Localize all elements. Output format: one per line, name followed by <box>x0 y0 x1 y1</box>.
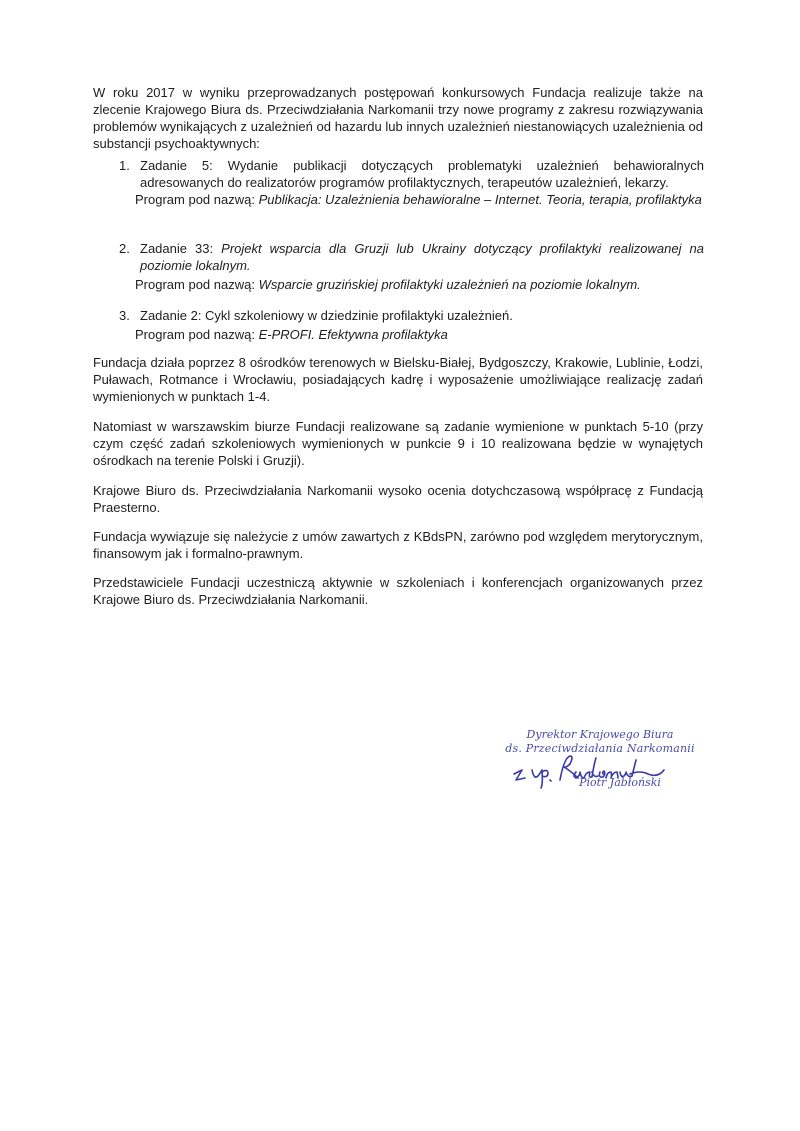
task-text: Cykl szkoleniowy w dziedzinie profilaktyki uzależnień. <box>205 308 513 323</box>
list-item-1 <box>119 157 704 208</box>
ocena-paragraph: Krajowe Biuro ds. Przeciwdziałania Narkomanii wysoko ocenia dotychczasową współpracę z Fundacją Praesterno. <box>93 483 703 515</box>
task-prefix: Zadanie 33: <box>140 241 222 256</box>
list-item-2 <box>119 240 704 293</box>
list-number: 3. <box>119 308 130 323</box>
stamp-title: Dyrektor Krajowego Biura <box>526 728 674 741</box>
program-name: Publikacja: Uzależnienia behawioralne – Internet. Teoria, terapia, profilaktyka <box>258 192 702 207</box>
szkolenia-paragraph: Przedstawiciele Fundacji uczestniczą aktywnie w szkoleniach i konferencjach organizowanych przez Krajowe Biuro ds. Przeciwdziałania Narkomanii. <box>93 575 703 607</box>
task-text: Projekt wsparcia dla Gruzji lub Ukrainy dotyczący profilaktyki realizowanej na poziomie lokalnym. <box>140 241 704 273</box>
task-prefix: Zadanie 5: <box>140 158 228 173</box>
handwritten-signature <box>508 750 668 790</box>
task-description <box>140 157 704 191</box>
umowy-paragraph: Fundacja wywiązuje się należycie z umów zawartych z KBdsPN, zarówno pod względem merytorycznym, finansowym jak i formalno-prawnym. <box>93 529 703 561</box>
program-name: Wsparcie gruzińskiej profilaktyki uzależnień na poziomie lokalnym. <box>258 277 641 292</box>
warszawa-paragraph: Natomiast w warszawskim biurze Fundacji realizowane są zadanie wymienione w punktach 5-10 (przy czym część zadań szkoleniowych wymienionych w punkcie 9 i 10 realizowana będzie w wynajętych ośrodkach na terenie Polski i Gruzji). <box>93 419 703 468</box>
program-prefix: Program pod nazwą: <box>135 327 259 342</box>
stamp-name: Piotr Jabłoński <box>579 776 661 789</box>
list-item-3 <box>119 307 704 343</box>
task-description <box>140 307 704 324</box>
program-line <box>135 276 704 293</box>
intro-paragraph: W roku 2017 w wyniku przeprowadzanych postępowań konkursowych Fundacja realizuje także na zlecenie Krajowego Biura ds. Przeciwdziałania Narkomanii trzy nowe programy z zakresu rozwiązywania problemów wynikających z uzależnień od hazardu lub innych uzależnień niestanowiących uzależnienia od substancji psychoaktywnych: <box>93 85 703 151</box>
program-prefix: Program pod nazwą: <box>135 192 259 207</box>
program-name: E-PROFI. Efektywna profilaktyka <box>258 327 448 342</box>
program-prefix: Program pod nazwą: <box>135 277 259 292</box>
stamp-institution: ds. Przeciwdziałania Narkomanii <box>505 742 695 755</box>
program-line <box>135 191 704 208</box>
osrodki-paragraph: Fundacja działa poprzez 8 ośrodków terenowych w Bielsku-Białej, Bydgoszczy, Krakowie, Lublinie, Łodzi, Puławach, Rotmance i Wrocławiu, posiadających kadrę i wyposażenie umożliwiające realizację zadań wymienionych w punktach 1-4. <box>93 355 703 404</box>
program-line <box>135 326 704 343</box>
task-text: Wydanie publikacji dotyczących problematyki uzależnień behawioralnych adresowanych do realizatorów programów profilaktycznych, terapeutów uzależnień, lekarzy. <box>140 158 704 190</box>
list-number: 2. <box>119 241 130 256</box>
list-number: 1. <box>119 158 130 173</box>
task-prefix: Zadanie 2: <box>140 308 206 323</box>
task-description <box>140 240 704 274</box>
